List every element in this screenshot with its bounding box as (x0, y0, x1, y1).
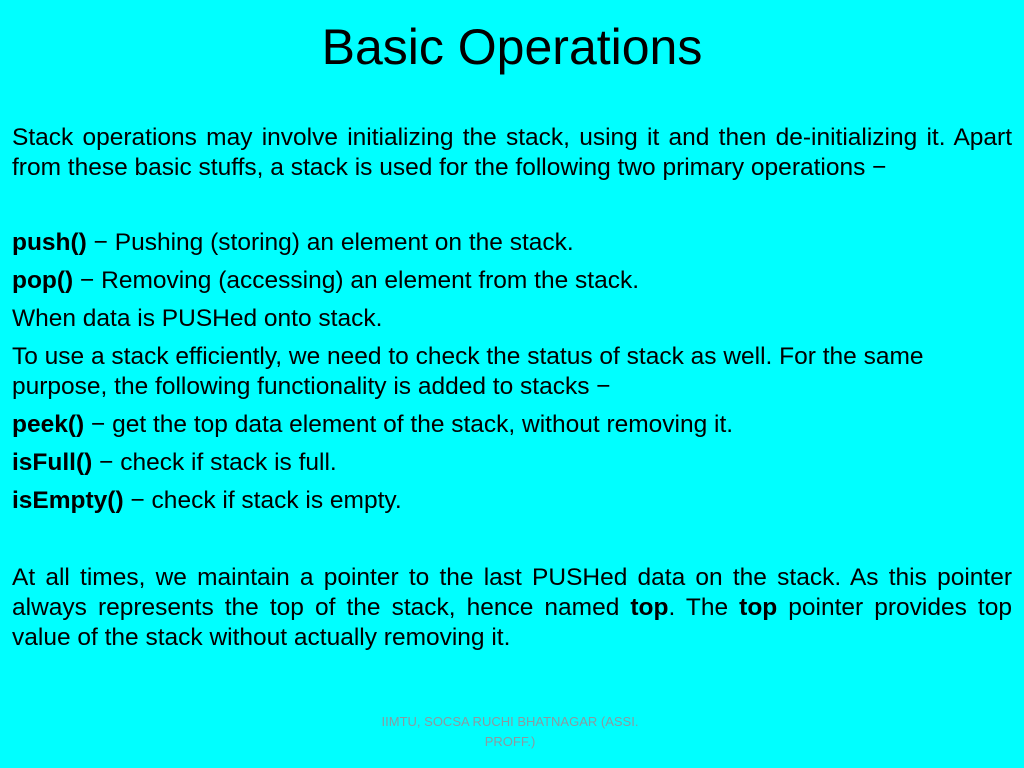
slide-body (12, 123, 1012, 653)
pointer-text-3: pointer provides top value of the stack without actually removing it. (12, 594, 1012, 651)
peek-operation (12, 410, 1012, 440)
peek-description: − get the top data element of the stack, without removing it. (84, 411, 734, 438)
isfull-operation (12, 448, 1012, 478)
pushed-note: When data is PUSHed onto stack. (12, 305, 383, 332)
footer-line-1: IIMTU, SOCSA RUCHI BHATNAGAR (ASSI. (381, 714, 639, 729)
peek-term: peek() (12, 411, 85, 438)
footer-line-2: PROFF.) (484, 734, 536, 749)
isempty-operation (12, 486, 1012, 516)
top-keyword-1: top (630, 594, 669, 621)
pointer-text-2: . The (668, 594, 740, 621)
pointer-paragraph (12, 563, 1012, 653)
push-description: − Pushing (storing) an element on the stack. (86, 229, 574, 256)
push-operation (12, 228, 1012, 258)
isempty-term: isEmpty() (12, 487, 124, 514)
intro-paragraph: Stack operations may involve initializing the stack, using it and then de-initializing it. Apart from these basic stuffs, a stack is used for the following two primary operations − (12, 124, 1012, 181)
isempty-description: − check if stack is empty. (123, 487, 402, 514)
top-keyword-2: top (739, 594, 778, 621)
pop-description: − Removing (accessing) an element from the stack. (73, 267, 640, 294)
slide-title: Basic Operations (321, 19, 703, 75)
isfull-description: − check if stack is full. (92, 449, 337, 476)
isfull-term: isFull() (12, 449, 93, 476)
slide-footer (340, 712, 680, 752)
pop-term: pop() (12, 267, 74, 294)
push-term: push() (12, 229, 87, 256)
pointer-text-1: At all times, we maintain a pointer to the last PUSHed data on the stack. As this pointer always represents the top of the stack, hence named (12, 564, 1012, 621)
efficiency-paragraph: To use a stack efficiently, we need to check the status of stack as well. For the same purpose, the following functionality is added to stacks − (12, 343, 924, 400)
pop-operation (12, 266, 1012, 296)
